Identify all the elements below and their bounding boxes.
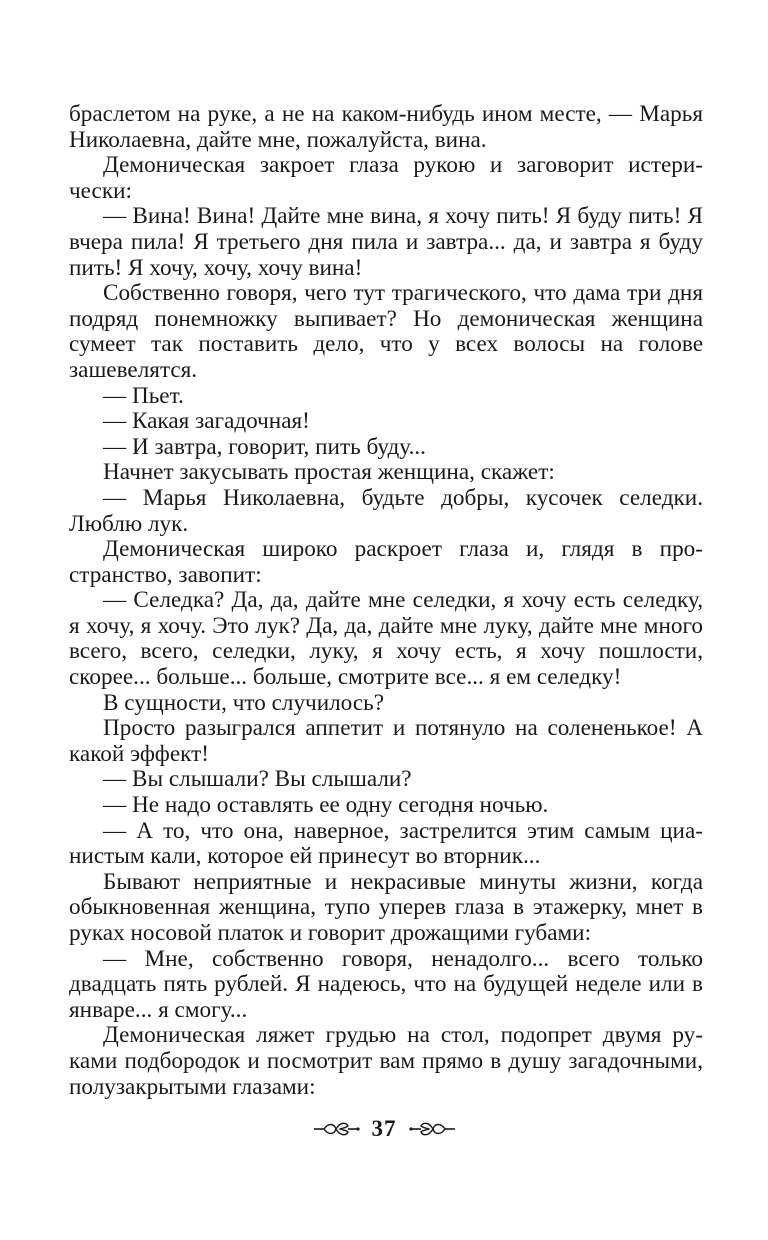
paragraph: Демоническая широко раскроет глаза и, глядя в пространство, завопит: xyxy=(69,536,703,588)
paragraph: Демоническая ляжет грудью на стол, подопрет двумя руками подбородок и посмотрит вам прямо в душу загадочными, полузакрытыми глазами: xyxy=(69,1022,703,1100)
paragraph: — Пьет. xyxy=(103,382,184,409)
paragraph: В сущности, что случилось? xyxy=(103,689,385,716)
paragraph: — Селедка? Да, да, дайте мне селедки, я хочу есть селедку, я хочу, я хочу. Это лук? Да, да, дайте мне луку, дайте мне много всего, всего, селедки, луку, я хочу есть, я хочу пошлости, скорее... больше... больше, смотрите все... я ем селедку! xyxy=(69,587,703,691)
paragraph: Бывают неприятные и некрасивые минуты жизни, когда обыкновенная женщина, тупо уперев глаза в этажерку, мнет в руках носовой платок и говорит дрожащими губами: xyxy=(69,868,703,946)
paragraph: — Вина! Вина! Дайте мне вина, я хочу пить! Я буду пить! Я вчера пила! Я третьего дня пила и завтра... да, и завтра я буду пить! Я хочу, хочу, хочу вина! xyxy=(69,203,703,281)
paragraph: — Какая загадочная! xyxy=(103,408,310,435)
paragraph: — Не надо оставлять ее одну сегодня ночью. xyxy=(103,792,549,819)
paragraph: браслетом на руке, а не на каком-нибудь ином месте, — Марья Николаевна, дайте мне, пожалуйста, вина. xyxy=(69,101,703,153)
page-footer xyxy=(0,1116,768,1142)
page-number: 37 xyxy=(371,1116,397,1141)
page-body xyxy=(69,102,703,1100)
paragraph: Демоническая закроет глаза рукою и заговорит истерически: xyxy=(69,152,703,204)
fleuron-right-icon xyxy=(409,1119,457,1139)
paragraph: Собственно говоря, чего тут трагического, что дама три дня подряд понемножку выпивает? Но демоническая женщина сумеет так поставить дело, что у всех волосы на голове зашевелятся. xyxy=(69,280,703,383)
paragraph: — И завтра, говорит, пить буду... xyxy=(103,433,426,460)
paragraph: — Марья Николаевна, будьте добры, кусочек селедки. Люблю лук. xyxy=(69,484,703,537)
paragraph: — Вы слышали? Вы слышали? xyxy=(103,766,412,793)
paragraph: — Мне, собственно говоря, ненадолго... всего только двадцать пять рублей. Я надеюсь, что на будущей неделе или в январе... я смогу... xyxy=(69,945,703,1023)
paragraph: Начнет закусывать простая женщина, скажет: xyxy=(103,459,555,486)
fleuron-left-icon xyxy=(312,1119,360,1139)
paragraph: — А то, что она, наверное, застрелится этим самым цианистым кали, которое ей принесут во вторник... xyxy=(69,817,703,870)
paragraph: Просто разыгрался аппетит и потянуло на солененькое! А какой эффект! xyxy=(69,715,703,767)
